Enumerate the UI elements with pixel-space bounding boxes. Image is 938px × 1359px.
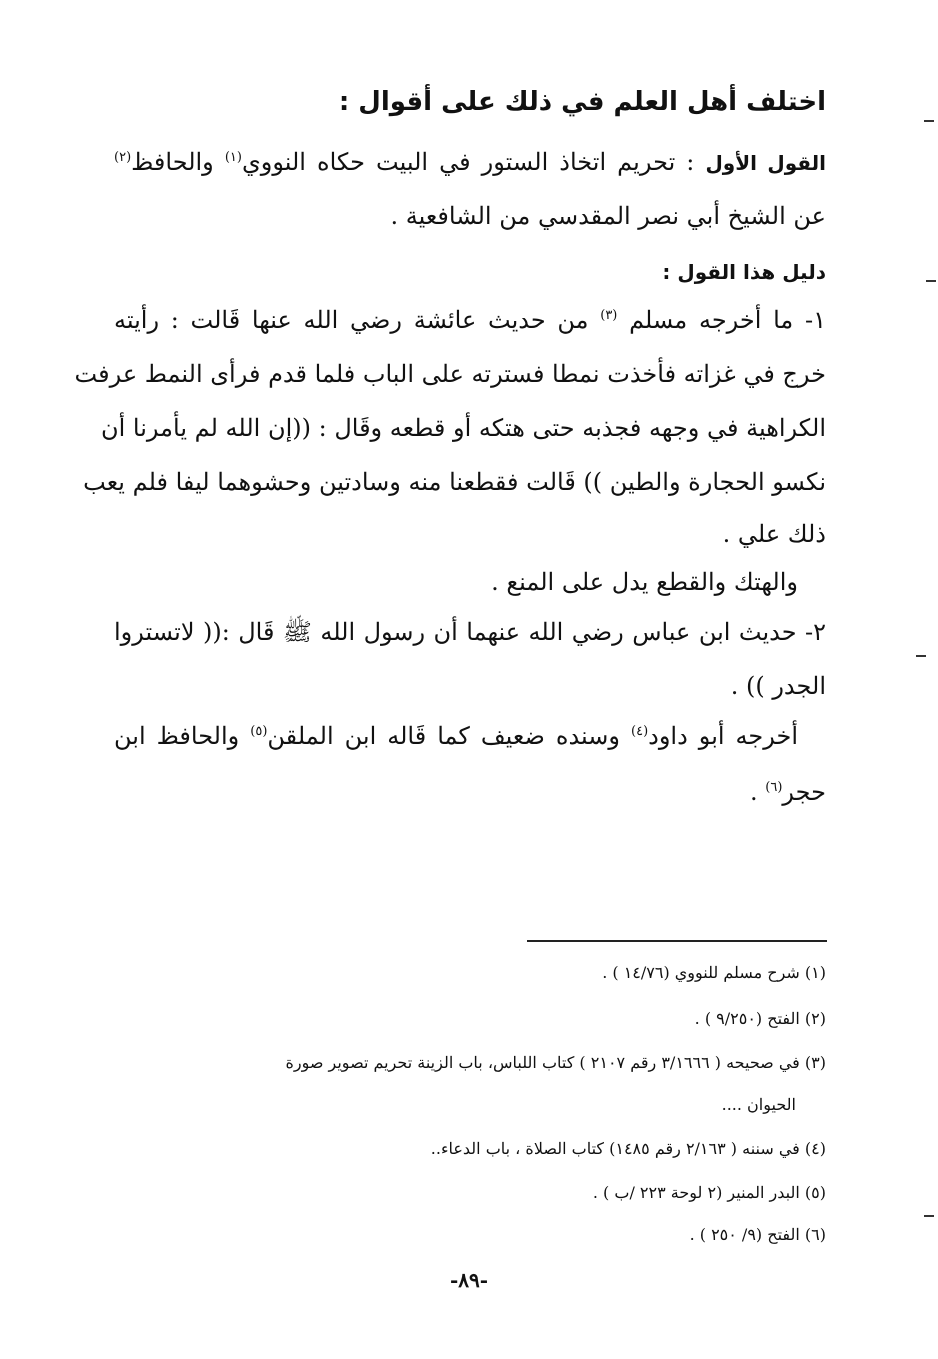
evidence1-line-3: الكراهية في وجهه فجذبه حتى هتكه أو قطعه وقَال : ((إن الله لم يأمرنا أن [101, 414, 826, 442]
margin-mark [926, 280, 936, 282]
first-opinion-line-2: عن الشيخ أبي نصر المقدسي من الشافعية . [390, 202, 826, 230]
first-opinion-label: القول الأول [705, 151, 827, 175]
evidence2-line-1: ٢- حديث ابن عباس رضي الله عنهما أن رسول الله ﷺ قَال :(( لاتستروا [114, 618, 826, 646]
evidence1-line-4: نكسو الحجارة والطين )) قَالت فقطعنا منه وسادتين وحشوهما ليفا فلم يعب [83, 468, 826, 496]
evidence-heading: دليل هذا القول : [662, 260, 826, 284]
evidence2-text-b: وسنده ضعيف كما قَاله ابن الملقن [267, 722, 632, 750]
footnote-2: (٢) الفتح (٩/٢٥٠ ) . [694, 1009, 826, 1028]
evidence2-line-3 [114, 716, 798, 756]
footnote-3-continued: الحيوان .... [721, 1095, 796, 1114]
evidence1-line-5: ذلك علي . [722, 520, 826, 548]
footnote-ref-6: (٦) [765, 780, 783, 795]
first-opinion-text-2: والحافظ [131, 148, 225, 176]
evidence2-text-a: أخرجه أبو داود [648, 722, 798, 750]
evidence1-line-2: خرج في غزاته فأخذت نمطا فسترته على الباب فلما قدم فرأى النمط عرفت [74, 360, 826, 388]
footnote-3: (٣) في صحيحه ( ٣/١٦٦٦ رقم ٢١٠٧ ) كتاب اللباس، باب الزينة تحريم تصوير صورة [285, 1053, 826, 1072]
margin-mark [924, 1215, 934, 1217]
evidence2-text-d: حجر [782, 778, 826, 806]
evidence1-text-b: من حديث عائشة رضي الله عنها قَالت : رأيته [114, 306, 601, 334]
footnote-ref-2: (٢) [114, 150, 132, 165]
footnote-ref-1: (١) [224, 150, 242, 165]
first-opinion-text: : تحريم اتخاذ الستور في البيت حكاه النووي [241, 148, 706, 176]
margin-mark [916, 655, 926, 657]
margin-mark [924, 120, 934, 122]
evidence2-text-e: . [750, 778, 766, 806]
evidence1-conclusion: والهتك والقطع يدل على المنع . [491, 568, 798, 596]
section-heading: اختلف أهل العلم في ذلك على أقوال : [338, 87, 826, 117]
evidence2-line-4 [114, 772, 826, 812]
footnote-ref-3: (٣) [600, 308, 618, 323]
evidence2-line-2: الجدر )) . [730, 672, 826, 700]
footnote-5: (٥) البدر المنير (٢ لوحة ٢٢٣ /ب ) . [592, 1183, 826, 1202]
footnote-4: (٤) في سننه ( ٢/١٦٣ رقم ١٤٨٥) كتاب الصلاة ، باب الدعاء.. [430, 1139, 826, 1158]
evidence1-line-1 [114, 300, 826, 340]
footnote-separator [527, 940, 827, 942]
footnote-1: (١) شرح مسلم للنووي (١٤/٧٦ ) . [602, 963, 826, 982]
page-number: -٨٩- [449, 1268, 489, 1292]
first-opinion-line-1 [114, 142, 826, 183]
evidence2-text-c: والحافظ ابن [114, 722, 251, 750]
footnote-ref-5: (٥) [250, 724, 268, 739]
evidence1-text-a: ١- ما أخرجه مسلم [617, 306, 826, 334]
footnote-ref-4: (٤) [631, 724, 649, 739]
footnote-6: (٦) الفتح (٩/ ٢٥٠ ) . [689, 1225, 826, 1244]
